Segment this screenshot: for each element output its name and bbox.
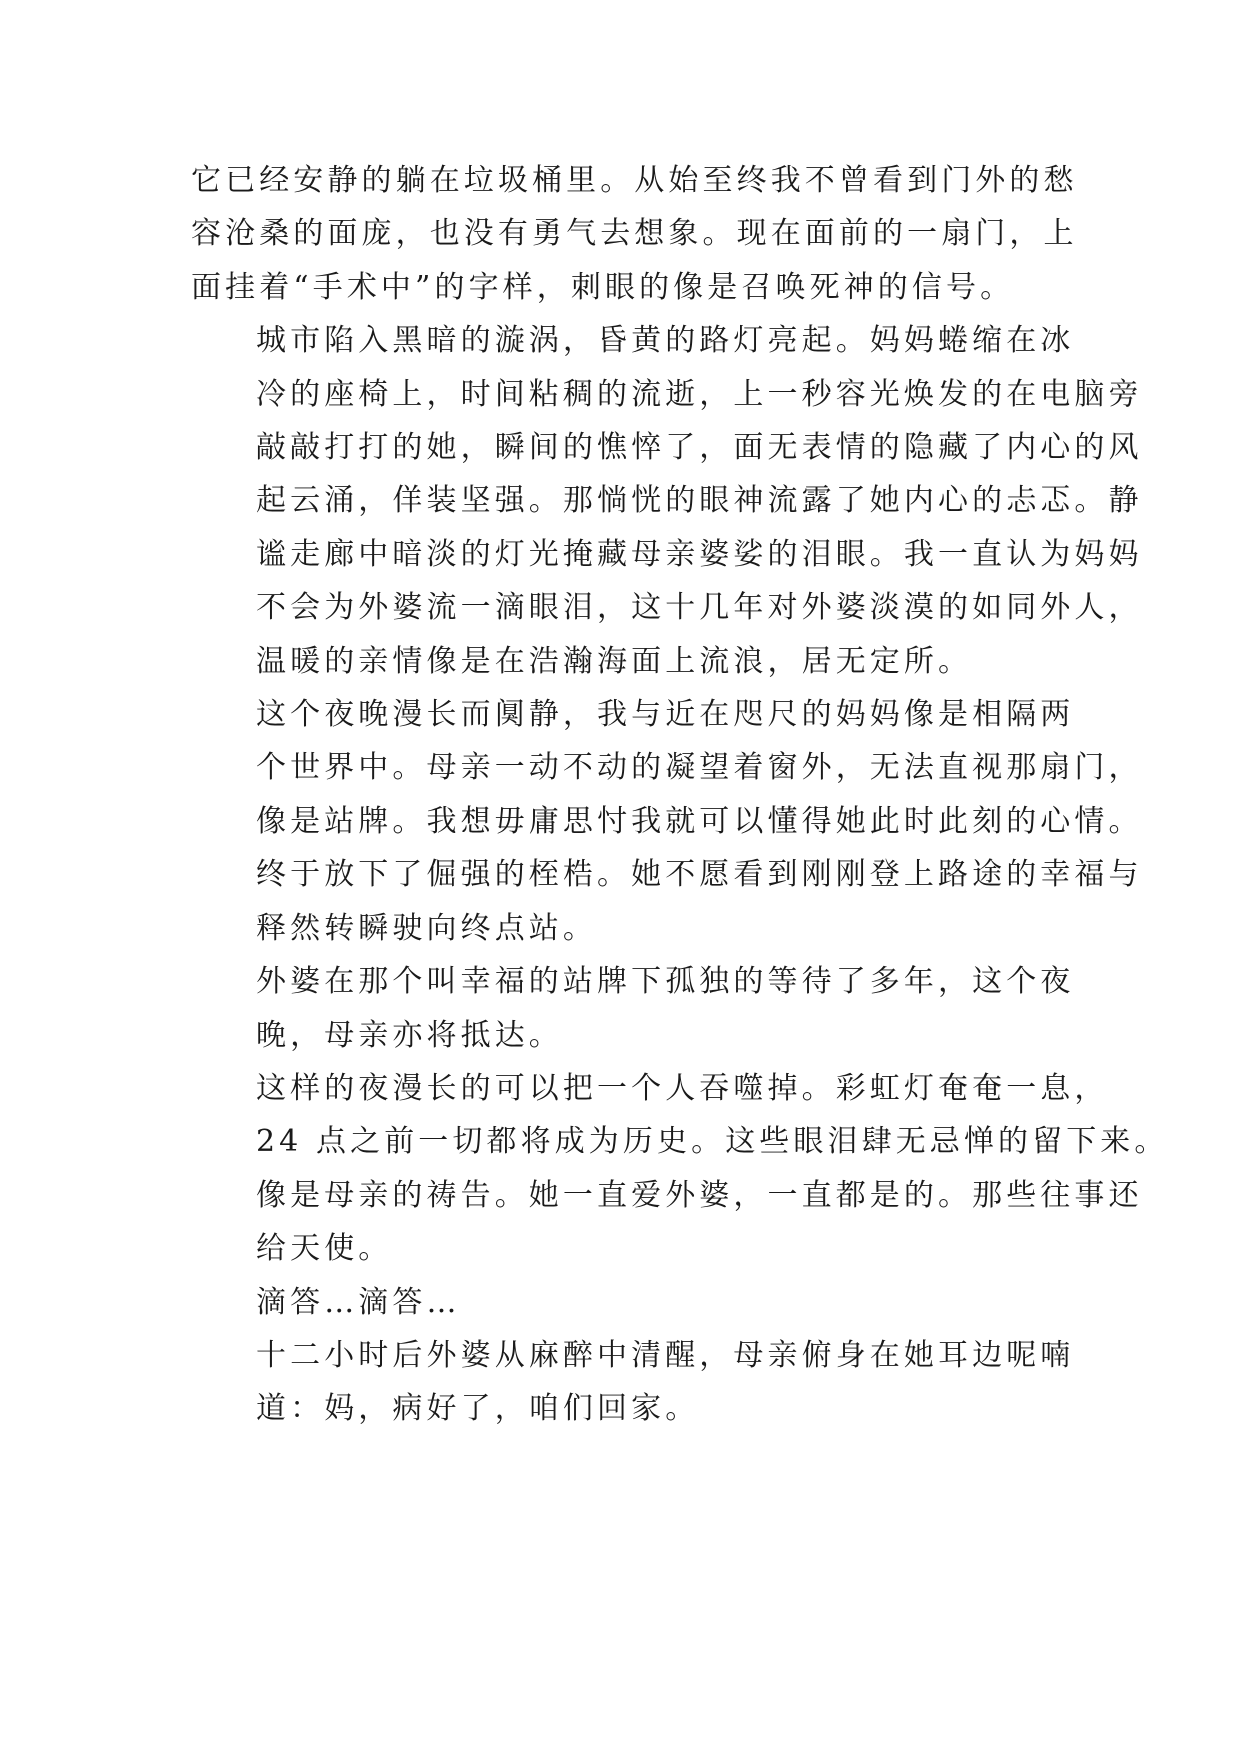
text-line: 24 点之前一切都将成为历史。这些眼泪肆无忌惮的留下来。 — [256, 1124, 1169, 1160]
text-line: 面挂着“手术中”的字样，刺眼的像是召唤死神的信号。 — [191, 269, 1015, 305]
text-line: 谧走廊中暗淡的灯光掩藏母亲婆娑的泪眼。我一直认为妈妈 — [256, 536, 1143, 572]
paragraph — [191, 1329, 1075, 1436]
text-line: 它已经安静的躺在垃圾桶里。从始至终我不曾看到门外的愁 — [191, 163, 1078, 198]
paragraph — [191, 955, 1075, 1062]
text-line: 个世界中。母亲一动不动的凝望着窗外，无法直视那扇门， — [256, 750, 1143, 786]
text-line: 道：妈，病好了，咱们回家。 — [256, 1391, 700, 1427]
text-line: 冷的座椅上，时间粘稠的流逝，上一秒容光焕发的在电脑旁 — [256, 376, 1143, 412]
text-line: 温暖的亲情像是在浩瀚海面上流浪，居无定所。 — [256, 643, 973, 679]
paragraph — [191, 154, 1078, 314]
body-text — [191, 154, 1169, 1436]
text-line: 释然转瞬驶向终点站。 — [256, 910, 597, 946]
text-line: 十二小时后外婆从麻醉中清醒，母亲俯身在她耳边呢喃 — [256, 1337, 1075, 1373]
text-line: 像是母亲的祷告。她一直爱外婆，一直都是的。那些往事还 — [256, 1177, 1143, 1213]
text-line: 给天使。 — [256, 1231, 393, 1267]
text-line: 像是站牌。我想毋庸思忖我就可以懂得她此时此刻的心情。 — [256, 803, 1143, 839]
text-line: 城市陷入黑暗的漩涡，昏黄的路灯亮起。妈妈蜷缩在冰 — [256, 323, 1075, 359]
text-line: 起云涌，佯装坚强。那惝恍的眼神流露了她内心的忐忑。静 — [256, 483, 1143, 519]
text-line: 敲敲打打的她，瞬间的憔悴了，面无表情的隐藏了内心的风 — [256, 430, 1143, 466]
paragraph — [191, 1276, 1051, 1329]
text-line: 不会为外婆流一滴眼泪，这十几年对外婆淡漠的如同外人， — [256, 590, 1143, 626]
text-line: 容沧桑的面庞，也没有勇气去想象。现在面前的一扇门，上 — [191, 216, 1078, 252]
text-line: 终于放下了倔强的桎梏。她不愿看到刚刚登上路途的幸福与 — [256, 857, 1143, 893]
text-line: 滴答…滴答… — [256, 1284, 461, 1320]
text-line: 晚，母亲亦将抵达。 — [256, 1017, 563, 1053]
paragraph — [191, 314, 1143, 688]
text-line: 这样的夜漫长的可以把一个人吞噬掉。彩虹灯奄奄一息， — [256, 1070, 1109, 1106]
text-line: 外婆在那个叫幸福的站牌下孤独的等待了多年，这个夜 — [256, 964, 1075, 1000]
paragraph — [191, 688, 1143, 955]
text-line: 这个夜晚漫长而阒静，我与近在咫尺的妈妈像是相隔两 — [256, 697, 1075, 733]
paragraph — [191, 1062, 1169, 1276]
